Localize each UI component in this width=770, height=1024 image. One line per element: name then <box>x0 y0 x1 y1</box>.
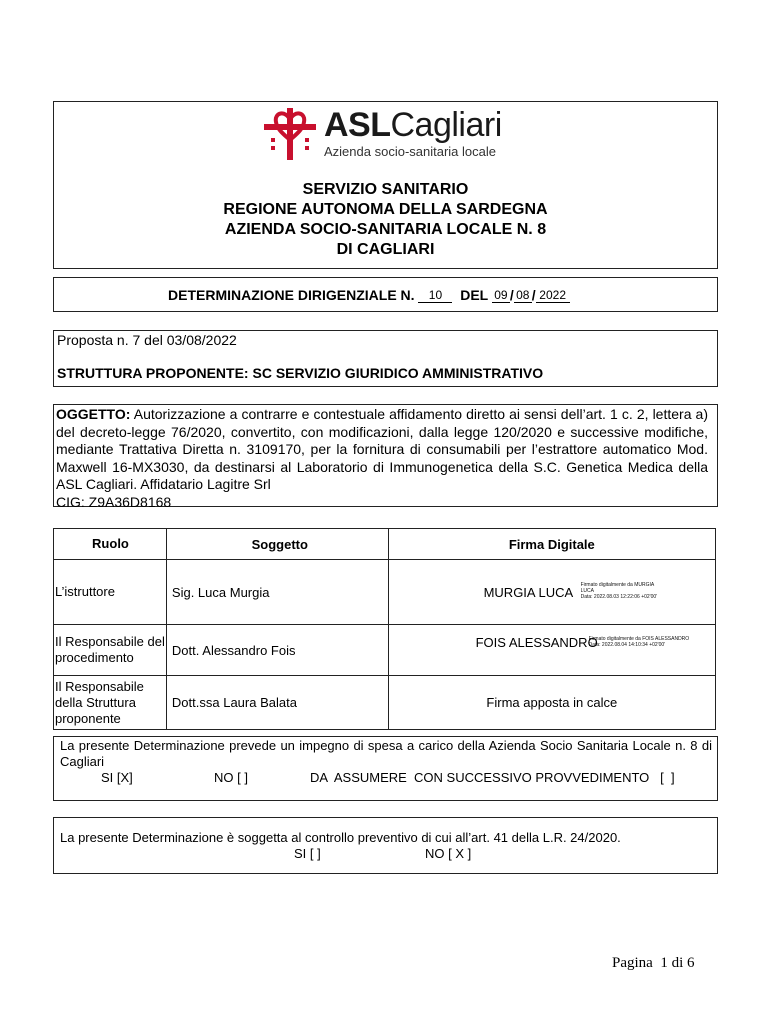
impegno-si: SI [X] <box>101 770 133 785</box>
signature-details <box>581 582 658 600</box>
determinazione-label: DETERMINAZIONE DIRIGENZIALE N. <box>168 287 415 303</box>
controllo-text: La presente Determinazione è soggetta al controllo preventivo di cui all’art. 41 della L.R. 24/2020. <box>60 830 621 845</box>
signature-detail-line: Data: 2022.08.04 14:10:34 +02'00' <box>588 642 666 648</box>
digital-signature <box>389 625 715 675</box>
struttura-proponente: STRUTTURA PROPONENTE: SC SERVIZIO GIURIDICO AMMINISTRATIVO <box>57 365 544 381</box>
ruolo-cell: L’istruttore <box>54 560 167 625</box>
asl-logo <box>262 103 502 161</box>
impegno-da-assumere: DA ASSUMERE CON SUCCESSIVO PROVVEDIMENTO [ ] <box>310 770 675 785</box>
header-line-4: DI CAGLIARI <box>336 241 435 258</box>
header-firma: Firma Digitale <box>388 529 715 560</box>
soggetto-cell: Dott. Alessandro Fois <box>166 625 388 676</box>
table-row <box>54 625 716 676</box>
signature-details <box>589 636 690 648</box>
del-label: DEL <box>460 287 488 303</box>
signature-detail-line: Data: 2022.08.03 12:22:06 +02'00' <box>580 594 658 600</box>
page-number: Pagina 1 di 6 <box>612 955 695 971</box>
impegno-no: NO [ ] <box>214 770 248 785</box>
ruolo-cell: Il Responsabile del procedimento <box>54 625 167 676</box>
logo-city-text: Cagliari <box>390 106 502 144</box>
oggetto-cig: CIG: Z9A36D8168 <box>56 493 172 510</box>
table-row <box>54 560 716 625</box>
controllo-no: NO [ X ] <box>425 846 472 861</box>
table-row <box>54 676 716 730</box>
digital-signature <box>389 560 715 624</box>
header-ruolo: Ruolo <box>54 529 167 560</box>
controllo-box <box>53 817 718 874</box>
impegno-text: La presente Determinazione prevede un impegno di spesa a carico della Azienda Socio Sanitaria Locale n. 8 di Cagliari <box>60 738 712 769</box>
logo-asl-text: ASL <box>324 106 391 144</box>
header-title <box>53 180 718 260</box>
signature-name: FOIS ALESSANDRO <box>475 635 598 650</box>
logo-wordmark <box>324 107 502 143</box>
header-line-1: SERVIZIO SANITARIO <box>302 181 469 198</box>
oggetto-text: Autorizzazione a contrarre e contestuale affidamento diretto ai sensi dell’art. 1 c. 2, lettera a) del decreto-legge 76/2020, convertito, con modificazioni, dalla legge 120/2020 e successive modifiche, mediante Trattativa Diretta n. 3109170, per la fornitura di consumabili per l’estrattore automatico Mod. Maxwell 16-MX3030, da destinarsi al Laboratorio di Immunogenetica della S.C. Genetica Medica della ASL Cagliari. Affidatario Lagitre Srl <box>56 406 709 492</box>
signature-detail-line: Firmato digitalmente da MURGIA <box>580 582 655 588</box>
signature-name: MURGIA LUCA <box>483 585 574 600</box>
header-line-3: AZIENDA SOCIO-SANITARIA LOCALE N. 8 <box>224 221 547 238</box>
signature-detail-line: LUCA <box>580 588 594 594</box>
controllo-si: SI [ ] <box>294 846 321 861</box>
signature-detail-line: Firmato digitalmente da FOIS ALESSANDRO <box>588 636 690 642</box>
date-year: 2022 <box>536 288 570 303</box>
header-line-2: REGIONE AUTONOMA DELLA SARDEGNA <box>223 201 548 218</box>
soggetto-cell: Sig. Luca Murgia <box>166 560 388 625</box>
firma-table <box>53 528 716 730</box>
header-soggetto: Soggetto <box>166 529 388 560</box>
date-month: 08 <box>514 288 532 303</box>
oggetto-section <box>56 406 708 511</box>
determinazione-line: DETERMINAZIONE DIRIGENZIALE N. 10 DEL 09 / 08 / 2022 <box>168 287 570 303</box>
logo-subtitle: Azienda socio-sanitaria locale <box>324 144 496 159</box>
determinazione-number: 10 <box>418 288 452 303</box>
date-day: 09 <box>492 288 510 303</box>
table-header-row <box>54 529 716 560</box>
ruolo-cell: Il Responsabile della Struttura proponente <box>54 676 167 730</box>
soggetto-cell: Dott.ssa Laura Balata <box>166 676 388 730</box>
asl-cross-heart-icon <box>262 106 318 160</box>
firma-cell <box>388 625 715 676</box>
oggetto-label: OGGETTO: <box>56 406 131 422</box>
firma-cell: Firma apposta in calce <box>388 676 715 730</box>
firma-cell <box>388 560 715 625</box>
proposta-text: Proposta n. 7 del 03/08/2022 <box>57 332 237 348</box>
